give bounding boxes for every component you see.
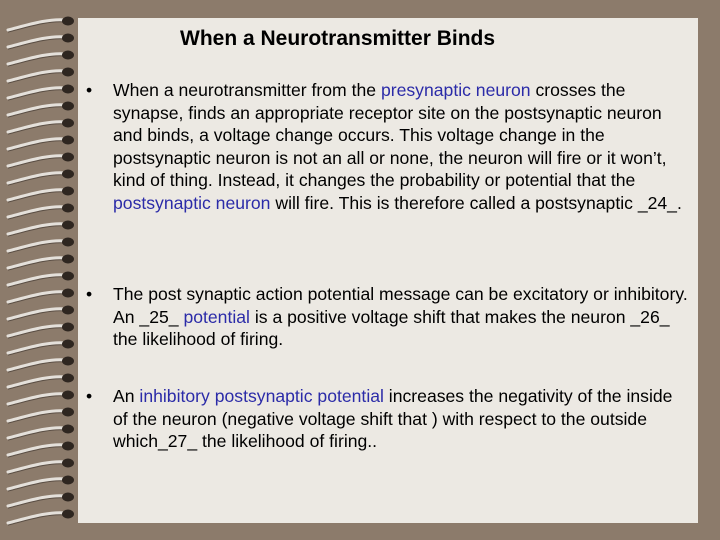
text-run: is a positive voltage shift that makes the neuron _26_ the likelihood of firing. [113,306,670,349]
binding-ring [8,102,74,118]
binding-ring [8,272,74,288]
binding-ring [8,17,74,33]
binding-ring [8,153,74,169]
bullet-dot: • [86,284,93,304]
binding-ring [8,425,74,441]
binding-ring [8,119,74,135]
highlighted-term: inhibitory postsynaptic potential [139,386,384,406]
binding-ring [8,68,74,84]
text-run: The post synaptic action potential message can be excitatory or inhibitory. An _25_ [113,284,688,327]
binding-ring [8,459,74,475]
spiral-binding [0,0,80,540]
binding-ring [8,306,74,322]
binding-ring [8,238,74,254]
text-run: When a neurotransmitter from the [113,80,381,100]
text-run: will fire. This is therefore called a postsynaptic _24_. [270,192,682,213]
text-run: increases the negativity of the inside of the neuron (negative voltage shift that ) with respect to the outside which_27_ the likelihood of firing.. [113,386,673,451]
binding-ring [8,51,74,67]
binding-ring [8,323,74,339]
highlighted-term: postsynaptic neuron [113,192,271,213]
binding-ring [8,442,74,458]
highlighted-term: potential [183,306,250,327]
binding-ring [8,136,74,152]
bullet-text [113,79,691,214]
bullet-text [113,283,691,351]
binding-ring [8,374,74,390]
bullet-text [113,385,691,453]
binding-ring [8,357,74,373]
highlighted-term: presynaptic neuron [380,80,531,100]
binding-ring [8,391,74,407]
binding-ring [8,340,74,356]
binding-ring [8,255,74,271]
bullet-dot: • [86,80,93,100]
binding-ring [8,204,74,220]
text-run: crosses the synapse, finds an appropriate receptor site on the postsynaptic neuron and binds, a voltage change occurs. This voltage change in the postsynaptic neuron is not an all or none, the neuron will fire or it won’t, kind of thing. Instead, it changes the probability or potential that the [113,80,667,190]
text-run: An [113,386,140,406]
binding-ring [8,170,74,186]
binding-ring [8,476,74,492]
binding-ring [8,408,74,424]
binding-ring [8,187,74,203]
binding-ring [8,493,74,509]
binding-ring [8,34,74,50]
binding-ring [8,510,74,526]
binding-ring [8,221,74,237]
binding-ring [8,289,74,305]
binding-ring [8,85,74,101]
bullet-dot: • [86,386,93,406]
slide-title: When a Neurotransmitter Binds [180,27,496,50]
